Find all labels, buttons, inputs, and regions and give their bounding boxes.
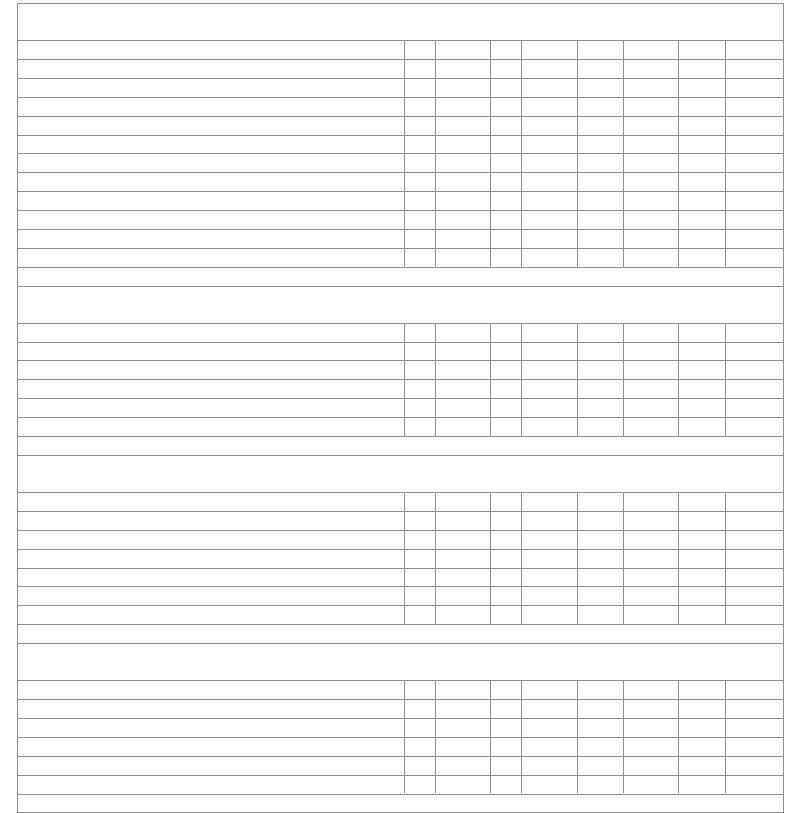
table-rule <box>17 794 784 795</box>
table-rule <box>17 248 784 249</box>
table-rule <box>17 360 784 361</box>
table-rule <box>17 775 784 776</box>
column-rule <box>404 40 405 267</box>
column-rule <box>490 40 491 267</box>
column-rule <box>17 286 18 456</box>
column-rule <box>678 680 679 793</box>
column-rule <box>490 492 491 624</box>
column-rule <box>623 492 624 624</box>
table-rule <box>17 267 784 268</box>
column-rule <box>490 323 491 436</box>
column-rule <box>725 323 726 436</box>
table-rule <box>17 737 784 738</box>
column-rule <box>623 323 624 436</box>
table-rule <box>17 398 784 399</box>
column-rule <box>521 680 522 793</box>
table-rule <box>17 530 784 531</box>
column-rule <box>577 492 578 624</box>
column-rule <box>623 680 624 793</box>
table-rule <box>17 191 784 192</box>
column-rule <box>521 40 522 267</box>
column-rule <box>725 40 726 267</box>
table-rule <box>17 172 784 173</box>
table-rule <box>17 624 784 625</box>
column-rule <box>17 455 18 644</box>
table-rule <box>17 342 784 343</box>
table-rule <box>17 605 784 606</box>
column-rule <box>577 323 578 436</box>
table-rule <box>17 210 784 211</box>
table-rule <box>17 756 784 757</box>
column-rule <box>623 40 624 267</box>
table-rule <box>17 680 784 681</box>
column-rule <box>783 643 784 813</box>
column-rule <box>17 643 18 813</box>
column-rule <box>404 492 405 624</box>
table-rule <box>17 78 784 79</box>
column-rule <box>435 323 436 436</box>
column-rule <box>678 40 679 267</box>
table-rule <box>17 699 784 700</box>
table-rule <box>17 549 784 550</box>
column-rule <box>783 3 784 287</box>
column-rule <box>435 40 436 267</box>
column-rule <box>783 286 784 456</box>
column-rule <box>490 680 491 793</box>
column-rule <box>17 3 18 287</box>
table-rule <box>17 97 784 98</box>
column-rule <box>678 492 679 624</box>
table-rule <box>17 643 784 644</box>
column-rule <box>783 455 784 644</box>
table-rule <box>17 436 784 437</box>
table-rule <box>17 3 784 4</box>
column-rule <box>577 40 578 267</box>
table-rule <box>17 455 784 456</box>
table-rule <box>17 40 784 41</box>
table-rule <box>17 379 784 380</box>
column-rule <box>435 492 436 624</box>
table-rule <box>17 286 784 287</box>
table-rule <box>17 718 784 719</box>
table-rule <box>17 116 784 117</box>
table-rule <box>17 229 784 230</box>
column-rule <box>521 492 522 624</box>
table-rule <box>17 568 784 569</box>
column-rule <box>725 492 726 624</box>
table-rule <box>17 153 784 154</box>
column-rule <box>678 323 679 436</box>
table-rule <box>17 323 784 324</box>
column-rule <box>404 680 405 793</box>
column-rule <box>435 680 436 793</box>
table-rule <box>17 586 784 587</box>
table-rule <box>17 492 784 493</box>
column-rule <box>404 323 405 436</box>
table-rule <box>17 135 784 136</box>
table-rule <box>17 417 784 418</box>
column-rule <box>521 323 522 436</box>
table-rule <box>17 59 784 60</box>
table-rule <box>17 511 784 512</box>
column-rule <box>725 680 726 793</box>
column-rule <box>577 680 578 793</box>
